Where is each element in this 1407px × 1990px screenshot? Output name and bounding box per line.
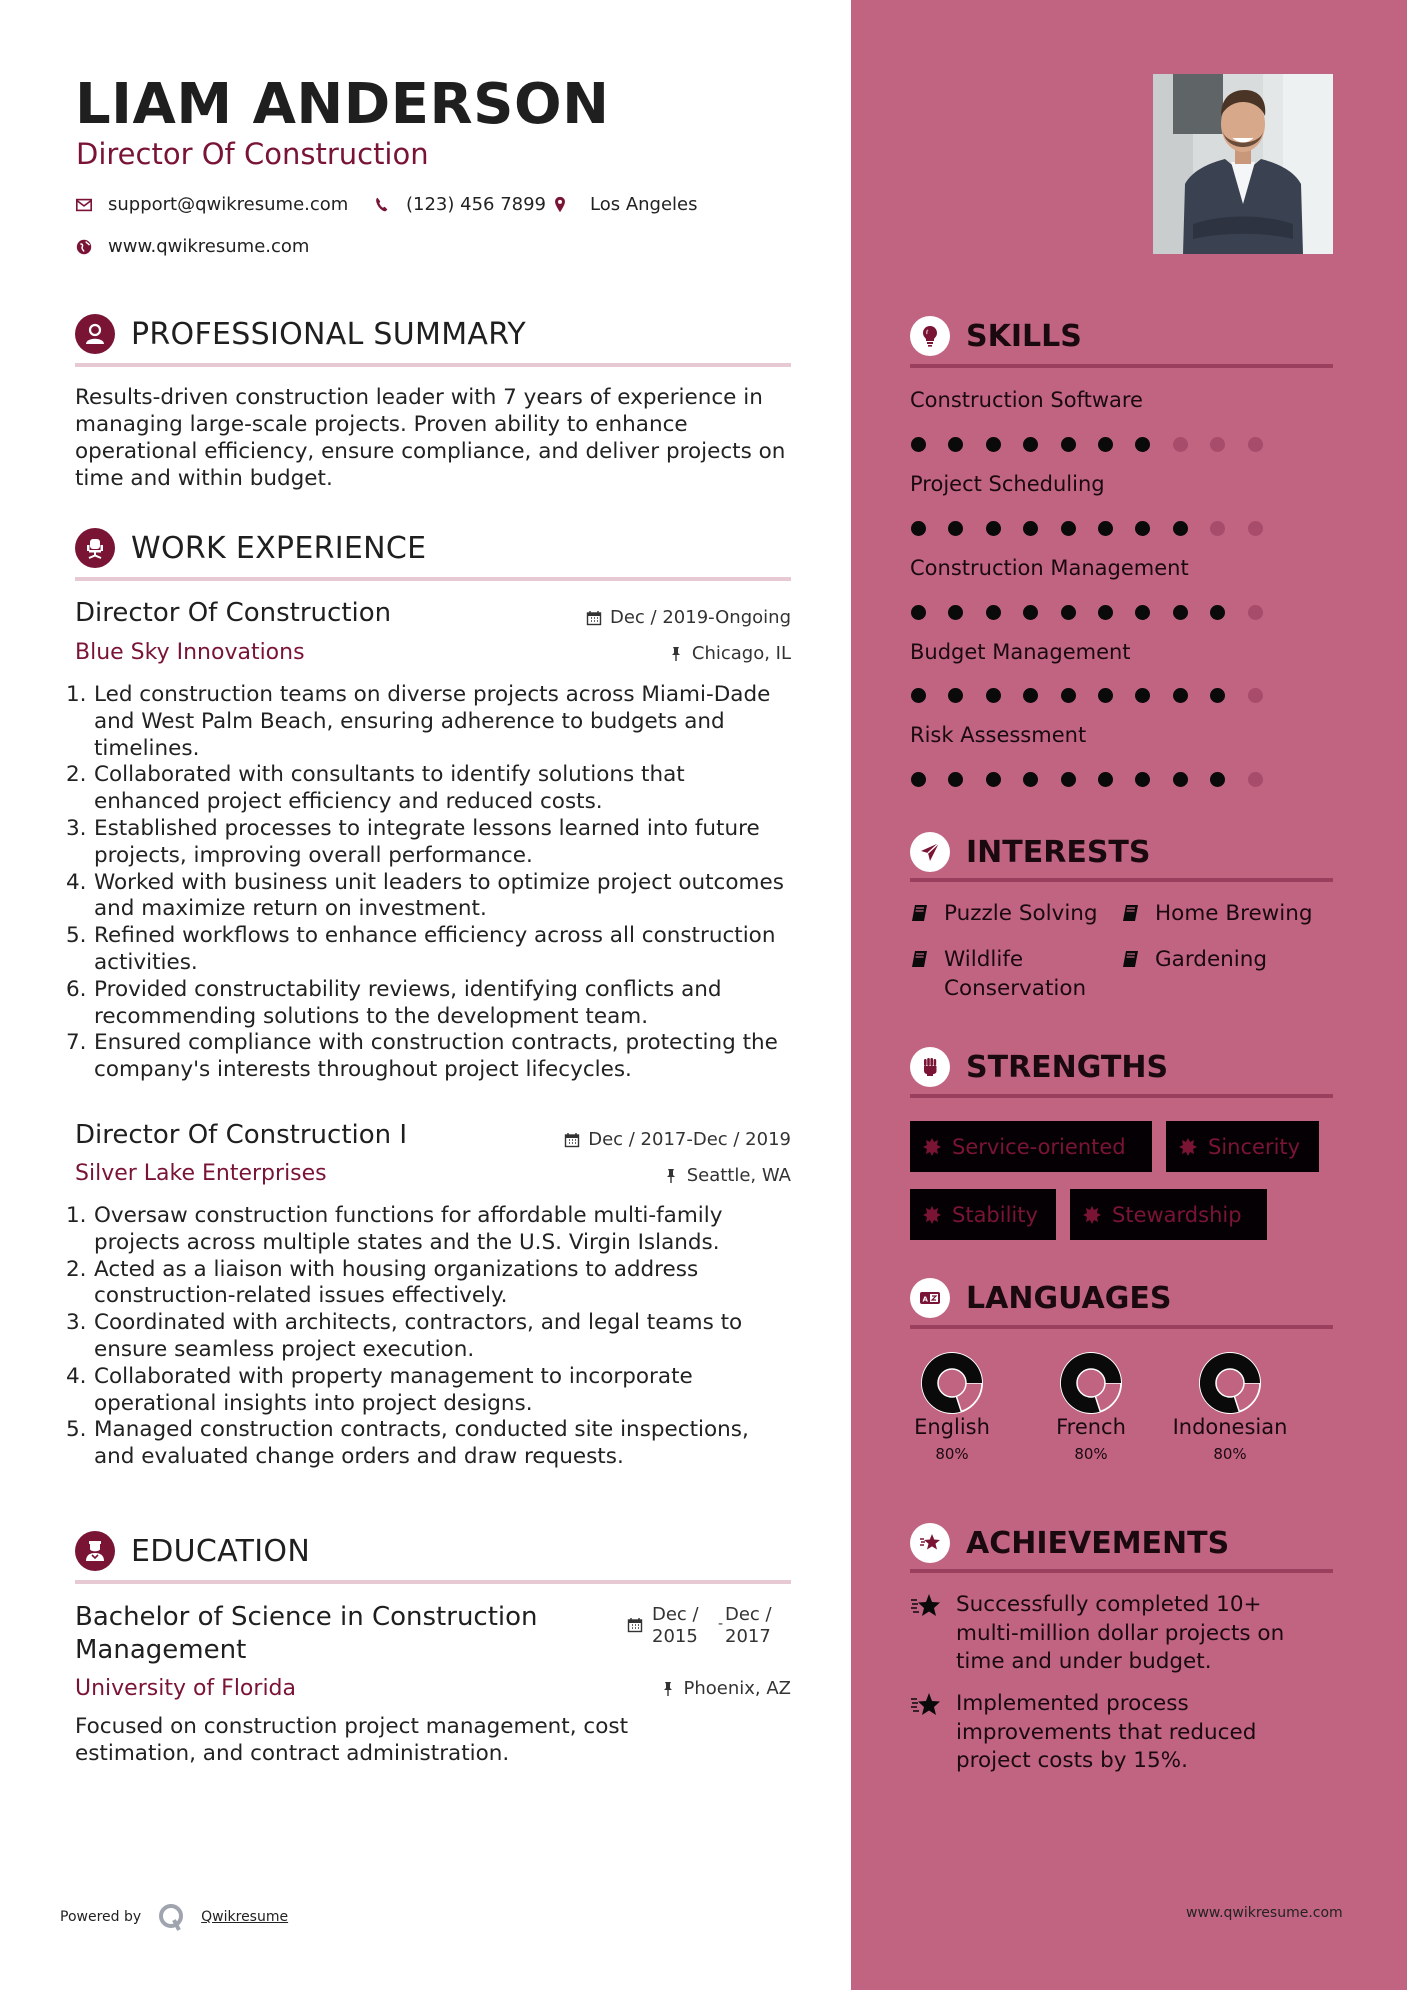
section-title: EDUCATION bbox=[131, 1533, 311, 1569]
skill-rating bbox=[911, 605, 1285, 620]
powered-by-text: Powered by bbox=[60, 1909, 142, 1925]
language-item bbox=[882, 1351, 1022, 1463]
location-text: Chicago, IL bbox=[691, 643, 791, 664]
list-item: 3. Established processes to integrate lessons learned into future projects, improving overall performance. bbox=[66, 815, 760, 868]
dates-text: Dec / 2017-Dec / 2019 bbox=[588, 1129, 791, 1150]
edu-start-date: Dec / 2015 bbox=[652, 1604, 699, 1647]
skill-rating bbox=[911, 521, 1285, 536]
qwikresume-link[interactable]: Qwikresume bbox=[201, 1909, 289, 1925]
paper-plane-icon bbox=[910, 832, 950, 872]
location-text: Phoenix, AZ bbox=[683, 1678, 791, 1699]
book-icon bbox=[910, 903, 930, 923]
star-award-icon bbox=[910, 1593, 942, 1619]
phone-icon bbox=[372, 195, 392, 215]
section-divider bbox=[910, 1569, 1333, 1573]
envelope-icon bbox=[74, 195, 94, 215]
edu-end-date: Dec / 2017 bbox=[725, 1604, 772, 1647]
footer-website-link[interactable]: www.qwikresume.com bbox=[1186, 1905, 1343, 1921]
section-title: SKILLS bbox=[966, 318, 1082, 354]
lightbulb-icon bbox=[910, 316, 950, 356]
section-title: PROFESSIONAL SUMMARY bbox=[131, 316, 527, 352]
interest-item: Home Brewing bbox=[1121, 899, 1313, 928]
language-percent: 80% bbox=[935, 1445, 969, 1463]
list-item: 3. Coordinated with architects, contractors, and legal teams to ensure seamless project execution. bbox=[66, 1310, 743, 1362]
language-donut-chart bbox=[920, 1351, 984, 1415]
candidate-title: Director Of Construction bbox=[76, 137, 429, 171]
book-icon bbox=[1121, 903, 1141, 923]
section-header-achievements bbox=[910, 1523, 1229, 1563]
date-separator: - bbox=[718, 1616, 724, 1632]
job-dates bbox=[564, 1129, 791, 1150]
summary-text: Results-driven construction leader with 7 years of experience in managing large-scale projects. Proven ability to enhance operational efficiency, ensure compliance, and deliver projects on time and within budget. bbox=[75, 385, 786, 491]
translate-icon bbox=[910, 1278, 950, 1318]
globe-icon bbox=[74, 237, 94, 257]
pushpin-icon bbox=[668, 646, 684, 662]
degree-line-1: Bachelor of Science in Construction bbox=[75, 1602, 538, 1632]
star-award-icon bbox=[910, 1523, 950, 1563]
skill-label: Construction Management bbox=[910, 556, 1189, 580]
section-title: INTERESTS bbox=[966, 834, 1151, 870]
section-divider bbox=[75, 577, 791, 581]
book-icon bbox=[910, 949, 930, 969]
contact-website[interactable] bbox=[74, 236, 309, 257]
skill-label: Project Scheduling bbox=[910, 472, 1105, 496]
school-name: University of Florida bbox=[75, 1676, 296, 1701]
pushpin-icon bbox=[663, 1168, 679, 1184]
user-icon bbox=[75, 314, 115, 354]
strength-chip: Stability bbox=[910, 1189, 1056, 1240]
star-award-icon bbox=[910, 1692, 942, 1718]
list-item: 6. Provided constructability reviews, identifying conflicts and recommending solutions to the development team. bbox=[66, 976, 722, 1029]
list-item: 7. Ensured compliance with construction contracts, protecting the company's interests throughout project lifecycles. bbox=[66, 1030, 778, 1083]
achievement-item: Implemented process improvements that reduced project costs by 15%. bbox=[910, 1690, 1330, 1776]
section-title: LANGUAGES bbox=[966, 1280, 1172, 1316]
section-divider bbox=[75, 363, 791, 367]
list-item: 1. Led construction teams on diverse projects across Miami-Dade and West Palm Beach, ensuring adherence to budgets and timelines. bbox=[66, 682, 771, 761]
profile-photo bbox=[1153, 74, 1333, 254]
map-pin-icon bbox=[550, 195, 570, 215]
section-header-experience bbox=[75, 528, 426, 568]
strength-chip: Stewardship bbox=[1070, 1189, 1267, 1240]
email-text: support@qwikresume.com bbox=[108, 194, 349, 215]
section-divider bbox=[910, 878, 1333, 882]
section-divider bbox=[75, 1580, 791, 1584]
skill-rating bbox=[911, 772, 1285, 787]
education-description: Focused on construction project management, cost estimation, and contract administration. bbox=[75, 1714, 629, 1766]
burst-icon bbox=[922, 1205, 942, 1225]
contact-location bbox=[550, 194, 698, 215]
section-divider bbox=[910, 1094, 1333, 1098]
location-text: Los Angeles bbox=[590, 194, 698, 215]
website-text: www.qwikresume.com bbox=[108, 236, 310, 257]
list-item: 2. Acted as a liaison with housing organizations to address construction-related issues effectively. bbox=[66, 1256, 699, 1309]
section-title: WORK EXPERIENCE bbox=[131, 530, 427, 566]
candidate-name: LIAM ANDERSON bbox=[75, 72, 610, 137]
skill-label: Construction Software bbox=[910, 388, 1143, 412]
section-header-strengths bbox=[910, 1047, 1168, 1087]
list-item: 2. Collaborated with consultants to identify solutions that enhanced project efficiency and reduced costs. bbox=[66, 762, 685, 815]
graduate-icon bbox=[75, 1531, 115, 1571]
job-bullets bbox=[66, 682, 796, 1084]
contact-phone[interactable] bbox=[372, 194, 546, 215]
language-label: French bbox=[1056, 1415, 1126, 1439]
job-dates bbox=[586, 607, 791, 628]
list-item: 5. Managed construction contracts, conducted site inspections, and evaluated change orders and draw requests. bbox=[66, 1417, 749, 1470]
section-title: ACHIEVEMENTS bbox=[966, 1525, 1230, 1561]
skill-label: Budget Management bbox=[910, 640, 1131, 664]
calendar-icon bbox=[627, 1617, 643, 1637]
edu-location bbox=[660, 1678, 792, 1699]
section-divider bbox=[910, 1325, 1333, 1329]
pushpin-icon bbox=[660, 1681, 676, 1697]
language-label: English bbox=[914, 1415, 990, 1439]
language-label: Indonesian bbox=[1172, 1415, 1288, 1439]
strength-chip: Service-oriented bbox=[910, 1121, 1152, 1172]
job-location bbox=[668, 643, 791, 664]
calendar-icon bbox=[564, 1132, 580, 1148]
fist-icon bbox=[910, 1047, 950, 1087]
language-item bbox=[1160, 1351, 1300, 1463]
interest-item: Puzzle Solving bbox=[910, 899, 1098, 928]
calendar-icon bbox=[586, 610, 602, 626]
burst-icon bbox=[922, 1137, 942, 1157]
book-icon bbox=[1121, 949, 1141, 969]
job-location bbox=[663, 1165, 791, 1186]
section-header-education bbox=[75, 1531, 310, 1571]
skill-rating bbox=[911, 688, 1285, 703]
list-item: 1. Oversaw construction functions for affordable multi-family projects across multiple states and the U.S. Virgin Islands. bbox=[66, 1203, 723, 1255]
language-percent: 80% bbox=[1213, 1445, 1247, 1463]
list-item: 4. Worked with business unit leaders to optimize project outcomes and maximize return on investment. bbox=[66, 869, 784, 922]
office-chair-icon bbox=[75, 528, 115, 568]
interest-item: Gardening bbox=[1121, 945, 1267, 974]
section-header-summary bbox=[75, 314, 526, 354]
language-percent: 80% bbox=[1074, 1445, 1108, 1463]
list-item: 4. Collaborated with property management to incorporate operational insights into project designs. bbox=[66, 1363, 693, 1416]
section-header-languages bbox=[910, 1278, 1171, 1318]
company-name: Silver Lake Enterprises bbox=[75, 1161, 327, 1186]
language-donut-chart bbox=[1059, 1351, 1123, 1415]
section-title: STRENGTHS bbox=[966, 1049, 1169, 1085]
qwikresume-logo-icon bbox=[157, 1902, 187, 1932]
achievement-item: Successfully completed 10+ multi-million dollar projects on time and under budget. bbox=[910, 1591, 1330, 1677]
phone-text: (123) 456 7899 bbox=[406, 194, 547, 215]
section-header-skills bbox=[910, 316, 1082, 356]
footer-powered-by bbox=[60, 1902, 288, 1932]
job-bullets bbox=[66, 1203, 796, 1471]
job-title: Director Of Construction I bbox=[75, 1120, 408, 1150]
section-divider bbox=[910, 364, 1333, 368]
strength-chip: Sincerity bbox=[1166, 1121, 1319, 1172]
burst-icon bbox=[1178, 1137, 1198, 1157]
contact-email[interactable] bbox=[74, 194, 348, 215]
svg-text:A: A bbox=[922, 1295, 928, 1304]
degree-line-2: Management bbox=[75, 1635, 247, 1665]
interest-item: Wildlife Conservation bbox=[910, 945, 1110, 1003]
job-title: Director Of Construction bbox=[75, 598, 392, 628]
company-name: Blue Sky Innovations bbox=[75, 640, 305, 665]
language-donut-chart bbox=[1198, 1351, 1262, 1415]
list-item: 5. Refined workflows to enhance efficiency across all construction activities. bbox=[66, 923, 776, 975]
skill-rating bbox=[911, 437, 1285, 452]
burst-icon bbox=[1082, 1205, 1102, 1225]
location-text: Seattle, WA bbox=[686, 1165, 791, 1186]
skill-label: Risk Assessment bbox=[910, 723, 1087, 747]
section-header-interests bbox=[910, 832, 1151, 872]
language-item bbox=[1021, 1351, 1161, 1463]
dates-text: Dec / 2019-Ongoing bbox=[610, 607, 791, 628]
